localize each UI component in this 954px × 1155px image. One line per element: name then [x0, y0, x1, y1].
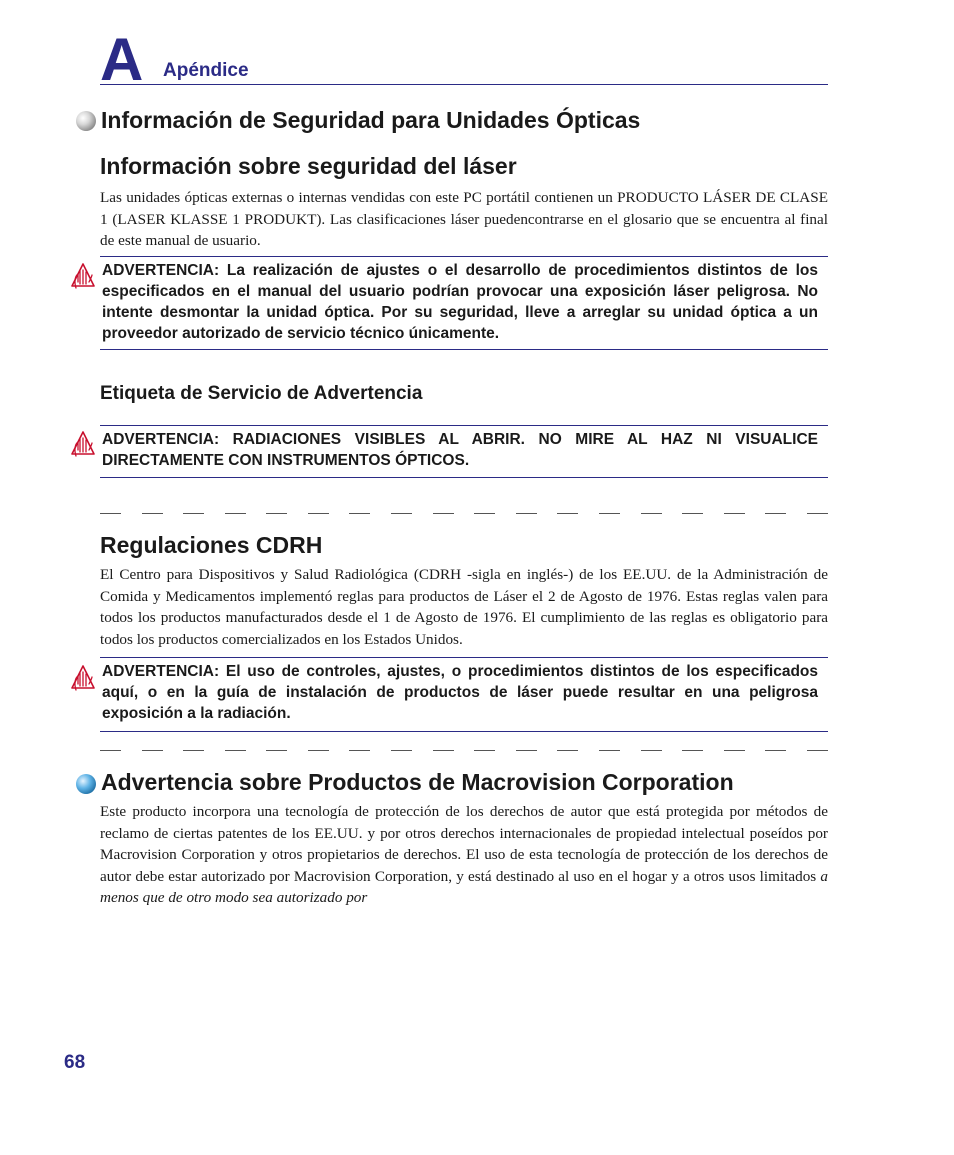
cdrh-warning-text: ADVERTENCIA: El uso de controles, ajustes, o procedimientos distintos de los especificados aquí, o en la guía de instalación de productos de láser puede resultar en una peligrosa exposición a la radiación.: [102, 663, 818, 722]
warning-rule-bottom: [100, 731, 828, 732]
laser-paragraph: Las unidades ópticas externas o internas vendidas con este PC portátil contienen un PRODUCTO LÁSER DE CLASE 1 (LASER KLASSE 1 PRODUKT). Las clasificaciones láser puedencontrarse en el glosario que se encuentra al final de este manual de usuario.: [100, 189, 828, 249]
warning-hand-icon: [70, 664, 96, 692]
warning-rule-top: [100, 425, 828, 426]
warning-hand-icon: [70, 430, 96, 458]
macrovision-paragraph-italic: a menos que de otro modo sea autorizado por: [100, 867, 828, 906]
section-title-optical-safety: Información de Seguridad para Unidades Ópticas: [101, 107, 641, 133]
macrovision-paragraph: [100, 801, 828, 909]
appendix-label: Apéndice: [163, 60, 249, 81]
subsection-title-cdrh: Regulaciones CDRH: [100, 532, 323, 558]
laser-warning-text: ADVERTENCIA: La realización de ajustes o el desarrollo de procedimientos distintos de los especificados en el manual del usuario podrían provocar una exposición láser peligrosa. No intente desmontar la unidad óptica. Por su seguridad, lleve a arreglar su unidad óptica a un proveedor autorizado de servicio técnico únicamente.: [102, 262, 818, 342]
dashed-separator: [100, 513, 828, 515]
dashed-separator: [100, 750, 828, 752]
appendix-letter: A: [100, 26, 144, 93]
header-rule: [100, 84, 828, 85]
service-label-warning-text: ADVERTENCIA: RADIACIONES VISIBLES AL ABRIR. NO MIRE AL HAZ NI VISUALICE DIRECTAMENTE CON INSTRUMENTOS ÓPTICOS.: [102, 431, 818, 469]
page-number: 68: [64, 1052, 86, 1073]
blue-sphere-bullet-icon: [76, 774, 96, 794]
warning-rule-top: [100, 256, 828, 257]
grey-sphere-bullet-icon: [76, 111, 96, 131]
subsection-title-service-label: Etiqueta de Servicio de Advertencia: [100, 383, 423, 404]
subsection-title-laser: Información sobre seguridad del láser: [100, 153, 517, 179]
cdrh-paragraph: El Centro para Dispositivos y Salud Radiológica (CDRH -sigla en inglés-) de los EE.UU. de la Administración de Comida y Medicamentos implementó reglas para productos de Láser el 2 de Agosto de 1976. Estas reglas valen para todos los productos manufacturados desde el 1 de Agosto de 1976. El cumplimiento de las reglas es obligatorio para todos los productos comercializados en los Estados Unidos.: [100, 566, 828, 648]
section-title-macrovision: Advertencia sobre Productos de Macrovision Corporation: [101, 769, 734, 795]
macrovision-paragraph-text: Este producto incorpora una tecnología de protección de los derechos de autor que está protegida por métodos de reclamo de ciertas patentes de los EE.UU. y por otros derechos internacionales de propiedad intelectual poseídos por Macrovision Corporation y otros propietarios de derechos. El uso de esta tecnología de protección de los derechos de autor debe estar autorizado por Macrovision Corporation, y está destinado al uso en el hogar y a otros usos limitados: [100, 803, 828, 885]
warning-hand-icon: [70, 262, 96, 290]
warning-rule-bottom: [100, 477, 828, 478]
warning-rule-bottom: [100, 349, 828, 350]
warning-rule-top: [100, 657, 828, 658]
